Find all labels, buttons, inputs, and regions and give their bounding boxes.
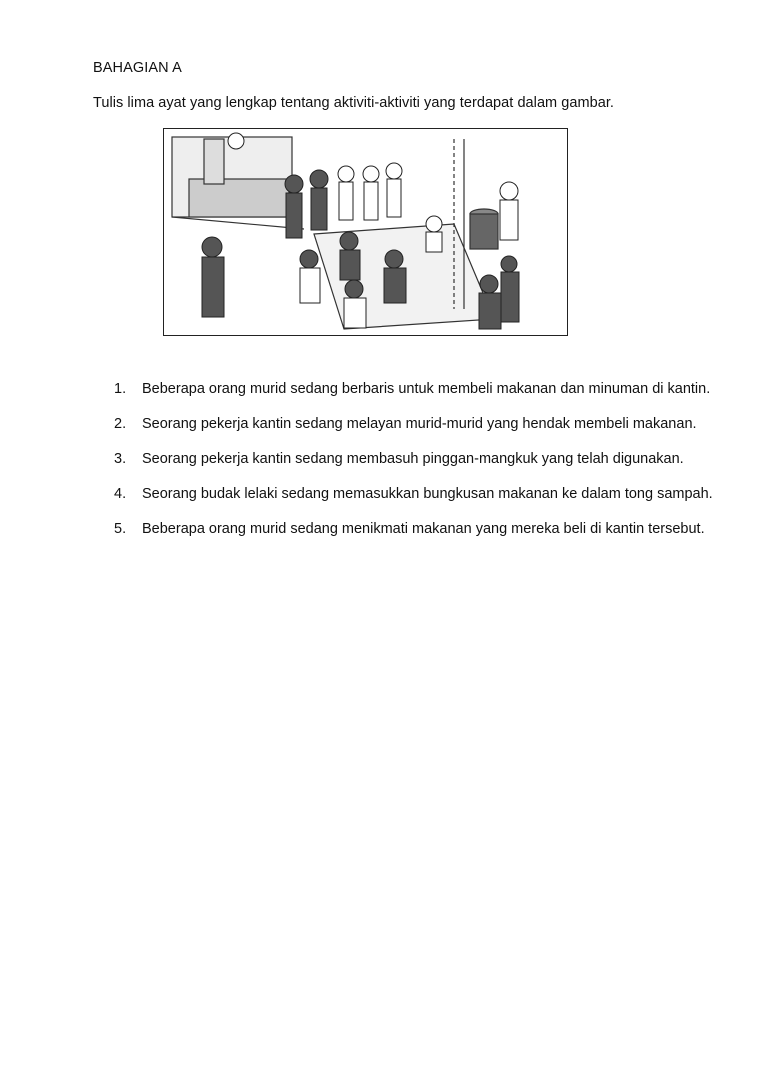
answer-number: 5. (114, 521, 127, 537)
answer-item-2 (114, 415, 714, 433)
section-heading: BAHAGIAN A (93, 60, 182, 76)
answer-list (114, 380, 714, 555)
answer-item-4 (114, 485, 714, 503)
answer-number: 3. (114, 451, 127, 467)
answer-number: 4. (114, 486, 127, 502)
instruction-text: Tulis lima ayat yang lengkap tentang aktiviti-aktiviti yang terdapat dalam gambar. (93, 95, 615, 111)
canteen-drawing (164, 129, 567, 335)
answer-item-1 (114, 380, 714, 398)
answer-text: Seorang budak lelaki sedang memasukkan bungkusan makanan ke dalam tong sampah. (142, 486, 713, 502)
answer-number: 1. (114, 381, 127, 397)
answer-text: Beberapa orang murid sedang berbaris untuk membeli makanan dan minuman di kantin. (142, 381, 711, 397)
answer-item-3 (114, 450, 714, 468)
canteen-illustration (163, 128, 568, 336)
answer-item-5 (114, 520, 714, 538)
answer-text: Seorang pekerja kantin sedang membasuh pinggan-mangkuk yang telah digunakan. (142, 451, 684, 467)
answer-text: Seorang pekerja kantin sedang melayan murid-murid yang hendak membeli makanan. (142, 416, 697, 432)
answer-number: 2. (114, 416, 127, 432)
answer-text: Beberapa orang murid sedang menikmati makanan yang mereka beli di kantin tersebut. (142, 521, 705, 537)
